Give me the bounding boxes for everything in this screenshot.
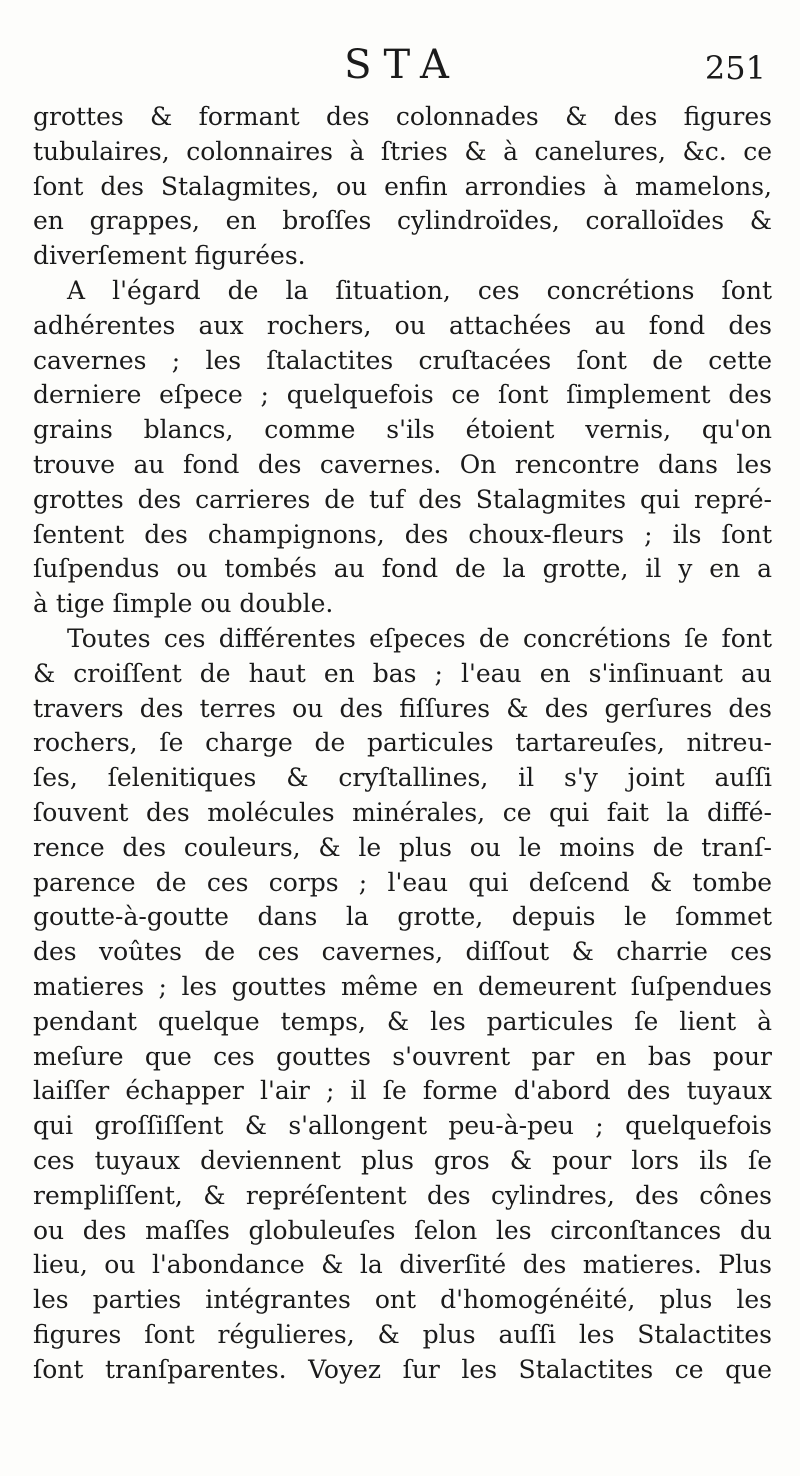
text-line: diverſement figurées. [33,241,306,271]
text-line: ou des maſſes globuleuſes ſelon les circonſtances du [33,1215,772,1245]
text-line: adhérentes aux rochers, ou attachées au fond des [33,310,772,340]
text-line: derniere eſpece ; quelquefois ce ſont ſimplement des [33,380,772,410]
text-line: grottes des carrieres de tuf des Stalagmites qui repré- [33,484,772,514]
paragraph [33,274,772,622]
text-line: en grappes, en broſſes cylindroïdes, coralloïdes & [33,206,772,236]
paragraph [33,622,772,1388]
text-line: tubulaires, colonnaires à ſtries & à canelures, &c. ce [33,136,772,166]
text-line: lieu, ou l'abondance & la diverſité des matieres. Plus [33,1250,772,1280]
paragraph [33,100,772,274]
text-line: ſont tranſparentes. Voyez ſur les Stalactites ce que [33,1354,772,1384]
text-line: à tige ſimple ou double. [33,589,334,619]
text-line: A l'égard de la ſituation, ces concrétions ſont [67,275,772,305]
text-line: travers des terres ou des fiſſures & des gerſures des [33,693,772,723]
text-line: grains blancs, comme s'ils étoient vernis, qu'on [33,415,772,445]
text-line: ſentent des champignons, des choux-fleurs ; ils ſont [33,519,772,549]
text-line: meſure que ces gouttes s'ouvrent par en bas pour [33,1041,772,1071]
text-line: ſouvent des molécules minérales, ce qui fait la diffé- [33,797,772,827]
text-line: matieres ; les gouttes même en demeurent ſuſpendues [33,971,772,1001]
text-line: les parties intégrantes ont d'homogénéité, plus les [33,1285,772,1315]
text-line: ſes, ſelenitiques & cryſtallines, il s'y joint auſſi [33,763,772,793]
text-line: figures ſont régulieres, & plus auſſi les Stalactites [33,1319,772,1349]
text-line: trouve au fond des cavernes. On rencontre dans les [33,449,772,479]
text-line: ces tuyaux deviennent plus gros & pour lors ils ſe [33,1145,772,1175]
text-line: qui groſſiſſent & s'allongent peu-à-peu ; quelquefois [33,1111,772,1141]
text-line: & croiſſent de haut en bas ; l'eau en s'inſinuant au [33,658,772,688]
body-text [33,100,772,1387]
text-line: laiſſer échapper l'air ; il ſe forme d'abord des tuyaux [33,1076,772,1106]
text-line: des voûtes de ces cavernes, diſſout & charrie ces [33,937,772,967]
text-line: parence de ces corps ; l'eau qui deſcend & tombe [33,867,772,897]
text-line: rempliſſent, & repréſentent des cylindres, des cônes [33,1180,772,1210]
text-line: goutte-à-goutte dans la grotte, depuis le ſommet [33,902,772,932]
text-line: rence des couleurs, & le plus ou le moins de tranſ- [33,832,772,862]
text-line: cavernes ; les ſtalactites cruſtacées ſont de cette [33,345,772,375]
text-line: Toutes ces différentes eſpeces de concrétions ſe font [67,623,772,653]
running-head: STA [344,42,461,88]
text-line: ſuſpendus ou tombés au fond de la grotte, il y en a [33,554,772,584]
text-line: pendant quelque temps, & les particules ſe lient à [33,1006,772,1036]
text-line: ſont des Stalagmites, ou enfin arrondies à mamelons, [33,171,772,201]
page-header [33,38,772,100]
text-line: grottes & formant des colonnades & des figures [33,102,772,131]
text-line: rochers, ſe charge de particules tartareuſes, nitreu- [33,728,772,758]
page-number: 251 [704,49,766,87]
